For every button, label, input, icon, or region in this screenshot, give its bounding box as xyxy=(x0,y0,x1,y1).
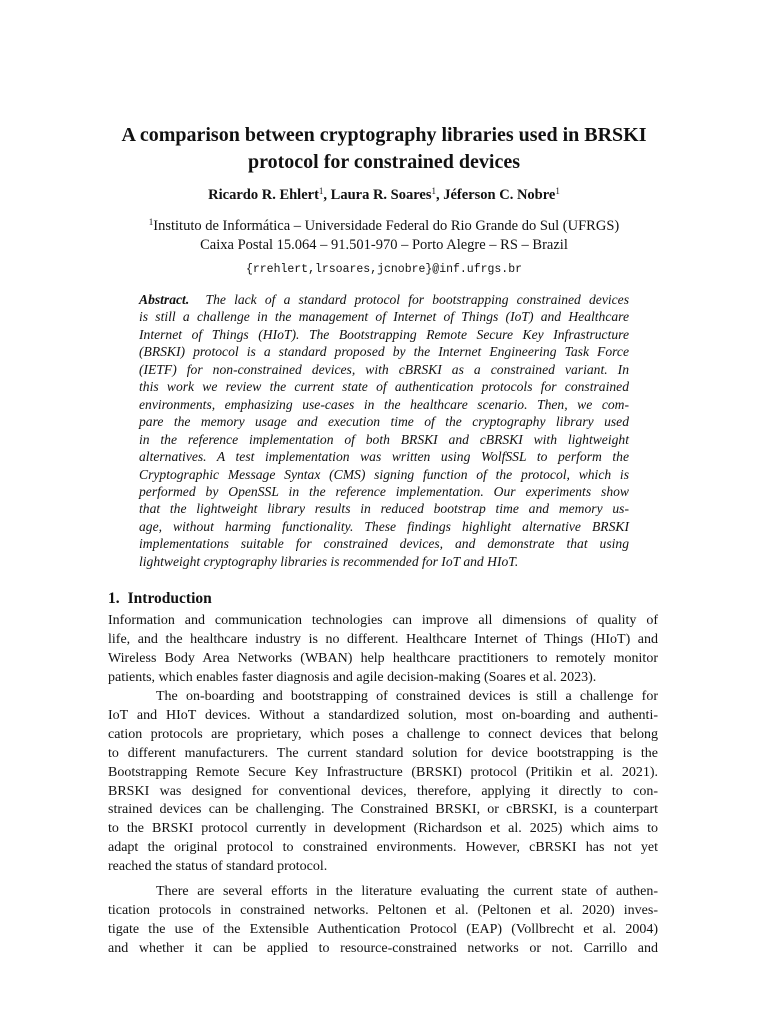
paragraph-line: The on-boarding and bootstrapping of constrained devices is still a challenge for xyxy=(156,689,658,704)
author-affiliation-mark: 1 xyxy=(318,186,324,196)
body-paragraph xyxy=(108,612,658,688)
abstract-line xyxy=(139,291,629,308)
paragraph-line: There are several efforts in the literature evaluating the current state of authen- xyxy=(156,884,658,899)
paragraph-line: cation protocols are proprietary, which poses a challenge to connect devices that belong xyxy=(108,726,658,742)
author-name: Ricardo R. Ehlert xyxy=(208,187,319,203)
abstract-line: age, without harming functionality. These findings highlight alternative BRSKI xyxy=(139,518,629,534)
abstract-line: pare the memory usage and execution time of the cryptography library used xyxy=(139,414,629,430)
paragraph-line: to the BRSKI protocol currently in development (Richardson et al. 2025) which aims to xyxy=(108,821,658,837)
affiliation-address: Caixa Postal 15.064 – 91.501-970 – Porto Alegre – RS – Brazil xyxy=(200,236,568,253)
abstract-line: environments, emphasizing use-cases in the healthcare scenario. Then, we com- xyxy=(139,396,629,412)
author-name: Jéferson C. Nobre xyxy=(443,187,556,203)
abstract-line: that the lightweight library results in reduced bootstrap time and memory us- xyxy=(139,501,629,517)
body-paragraph xyxy=(108,688,658,877)
author-list xyxy=(60,181,708,205)
title-line: A comparison between cryptography libraries used in BRSKI xyxy=(121,124,647,146)
paragraph-line: and whether it can be applied to resource-constrained networks or not. Carrillo and xyxy=(108,940,658,956)
paragraph-line: strained devices can be challenging. The Constrained BRSKI, or cBRSKI, is a counterpart xyxy=(108,802,658,818)
abstract-line: alternatives. A test implementation was written using WolfSSL to perform the xyxy=(139,449,629,465)
author-separator: , xyxy=(436,187,444,203)
author-affiliation-mark: 1 xyxy=(431,186,436,196)
paragraph-line: BRSKI was designed for conventional devices, therefore, applying it directly to con- xyxy=(108,783,658,799)
author-affiliation-mark: 1 xyxy=(555,186,560,196)
abstract-line: Cryptographic Message Syntax (CMS) signing function of the protocol, which is xyxy=(139,466,629,482)
title-line: protocol for constrained devices xyxy=(247,151,520,173)
paragraph-line: life, and the healthcare industry is no different. Healthcare Internet of Things (HIoT) and xyxy=(108,631,658,647)
abstract-line: implementations suitable for constrained devices, and demonstrate that using xyxy=(139,536,629,552)
affiliation xyxy=(60,213,708,254)
paragraph-line: tigate the use of the Extensible Authentication Protocol (EAP) (Vollbrecht et al. 2004) xyxy=(108,921,658,937)
paragraph-line: adapt the original protocol to constrained environments. However, cBRSKI has not yet xyxy=(108,840,658,856)
paragraph-line: reached the status of standard protocol. xyxy=(108,859,328,875)
abstract-line: Internet of Things (HIoT). The Bootstrapping Remote Secure Key Infrastructure xyxy=(139,326,629,342)
author-separator: , xyxy=(323,187,331,203)
paragraph-line: IoT and HIoT devices. Without a standardized solution, most on-boarding and authenti- xyxy=(108,707,658,723)
paragraph-line: Information and communication technologies can improve all dimensions of quality of xyxy=(108,613,658,628)
abstract-text: The lack of a standard protocol for bootstrapping constrained devices xyxy=(205,292,629,307)
author-emails: {rrehlert,lrsoares,jcnobre}@inf.ufrgs.br xyxy=(245,263,523,276)
abstract-line: (IETF) for non-constrained devices, with cBRSKI as a constrained variant. In xyxy=(139,361,629,377)
section-title: Introduction xyxy=(127,590,212,607)
affiliation-institution: Instituto de Informática – Universidade Federal do Rio Grande do Sul (UFRGS) xyxy=(153,218,620,234)
section-number: 1. xyxy=(108,590,120,607)
abstract-label: Abstract. xyxy=(139,292,190,307)
paragraph-line: tication protocols in constrained networks. Peltonen et al. (Peltonen et al. 2020) inves- xyxy=(108,902,658,918)
abstract xyxy=(139,291,629,570)
body-paragraph xyxy=(108,883,658,959)
paragraph-line: patients, which enables faster diagnosis and agile decision-making (Soares et al. 2023). xyxy=(108,669,597,685)
abstract-line: performed by OpenSSL in the reference implementation. Our experiments show xyxy=(139,483,629,499)
paragraph-line: to different manufacturers. The current standard solution for device bootstrapping is the xyxy=(108,745,658,761)
abstract-line: lightweight cryptography libraries is recommended for IoT and HIoT. xyxy=(139,553,519,569)
paragraph-line: Wireless Body Area Networks (WBAN) help healthcare practitioners to remotely monitor xyxy=(108,650,658,666)
abstract-line: in the reference implementation of both BRSKI and cBRSKI with lightweight xyxy=(139,431,629,447)
author-name: Laura R. Soares xyxy=(330,187,432,203)
paragraph-line: Bootstrapping Remote Secure Key Infrastructure (BRSKI) protocol (Pritikin et al. 2021). xyxy=(108,764,658,780)
affiliation-line xyxy=(60,213,708,236)
abstract-line: this work we review the current state of authentication protocols for constrained xyxy=(139,379,629,395)
abstract-line: is still a challenge in the management of Internet of Things (IoT) and Healthcare xyxy=(139,309,629,325)
paper-title xyxy=(60,122,708,176)
abstract-line: (BRSKI) protocol is a standard proposed by the Internet Engineering Task Force xyxy=(139,344,629,360)
section-heading xyxy=(108,589,212,609)
affiliation-mark: 1 xyxy=(148,217,154,227)
